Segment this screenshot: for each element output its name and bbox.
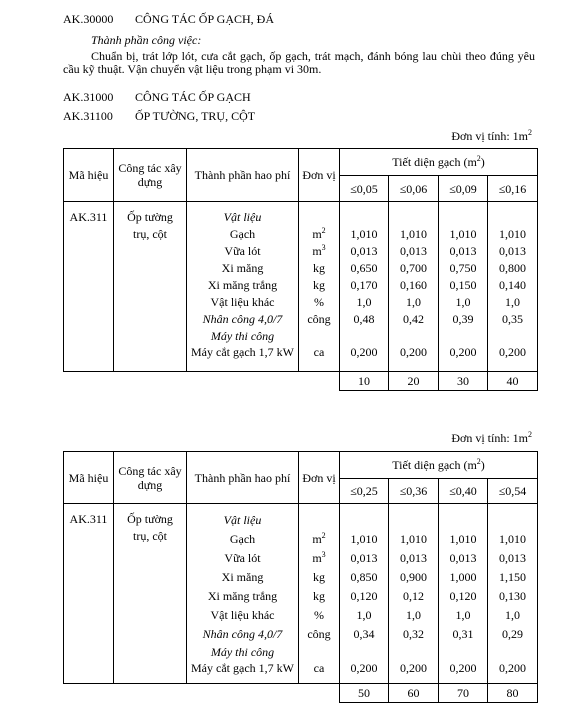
header-unit: Đơn vị (299, 149, 340, 202)
footer-code-4: 40 (488, 372, 538, 391)
row-values-col-2: 1,010 0,013 0,900 0,12 1,0 0,32 0,200 (389, 504, 439, 684)
row-values-col-3: 1,010 0,013 0,750 0,150 1,0 0,39 0,200 (439, 202, 488, 372)
header-code: Mã hiệu (64, 452, 114, 504)
footer-code-4: 80 (488, 684, 538, 703)
row-code: AK.311 (64, 504, 114, 684)
row-code: AK.311 (64, 202, 114, 372)
header-component: Thành phần hao phí (187, 149, 299, 202)
row-units: $m^2$ $m^3$ kg kg % công ca (299, 202, 340, 372)
row-values-col-4: 1,010 0,013 1,150 0,130 1,0 0,29 0,200 (488, 504, 538, 684)
section-code-ak31100: AK.31100 (63, 109, 113, 123)
norm-table-1 (63, 148, 538, 391)
work-components-heading: Thành phần công việc: (91, 33, 202, 47)
row-values-col-4: 1,010 0,013 0,800 0,140 1,0 0,35 0,200 (488, 202, 538, 372)
header-component: Thành phần hao phí (187, 452, 299, 504)
row-components: Vật liệu Gạch Vữa lót Xi măng Xi măng trắng Vật liệu khác Nhân công 4,0/7 Máy thi công Máy cắt gạch 1,7 kW (187, 504, 299, 684)
column-size-3: ≤0,40 (439, 479, 488, 504)
header-work: Công tác xây dựng (114, 149, 187, 202)
column-size-3: ≤0,09 (439, 176, 488, 202)
section-title-ak31000: CÔNG TÁC ỐP GẠCH (135, 90, 251, 104)
footer-code-1: 50 (340, 684, 389, 703)
header-section-size: Tiết diện gạch $(m^2)$ (340, 149, 538, 176)
row-work: Ốp tường trụ, cột (114, 202, 187, 372)
row-work: Ốp tường trụ, cột (114, 504, 187, 684)
unit-note-table-1: Đơn vị tính: $1m^2$ (451, 128, 532, 143)
norm-table-2 (63, 451, 538, 703)
row-units: $m^2$ $m^3$ kg kg % công ca (299, 504, 340, 684)
footer-code-2: 60 (389, 684, 439, 703)
row-values-col-2: 1,010 0,013 0,700 0,160 1,0 0,42 0,200 (389, 202, 439, 372)
column-size-1: ≤0,25 (340, 479, 389, 504)
section-title-ak30000: CÔNG TÁC ỐP GẠCH, ĐÁ (135, 12, 275, 26)
work-description: Chuẩn bị, trát lớp lót, cưa cắt gạch, ốp gạch, trát mạch, đánh bóng lau chùi theo đúng yêu cầu kỹ thuật. Vận chuyển vật liệu trong phạm vi 30m. (63, 49, 535, 76)
row-values-col-3: 1,010 0,013 1,000 0,120 1,0 0,31 0,200 (439, 504, 488, 684)
section-code-ak31000: AK.31000 (63, 90, 114, 104)
section-title-ak31100: ỐP TƯỜNG, TRỤ, CỘT (135, 109, 256, 123)
column-size-4: ≤0,16 (488, 176, 538, 202)
header-code: Mã hiệu (64, 149, 114, 202)
row-values-col-1: 1,010 0,013 0,650 0,170 1,0 0,48 0,200 (340, 202, 389, 372)
header-unit: Đơn vị (299, 452, 340, 504)
row-values-col-1: 1,010 0,013 0,850 0,120 1,0 0,34 0,200 (340, 504, 389, 684)
header-section-size: Tiết diện gạch $(m^2)$ (340, 452, 538, 479)
footer-code-2: 20 (389, 372, 439, 391)
row-components: Vật liệu Gạch Vữa lót Xi măng Xi măng trắng Vật liệu khác Nhân công 4,0/7 Máy thi công Máy cắt gạch 1,7 kW (187, 202, 299, 372)
column-size-4: ≤0,54 (488, 479, 538, 504)
footer-code-3: 30 (439, 372, 488, 391)
column-size-2: ≤0,36 (389, 479, 439, 504)
footer-code-1: 10 (340, 372, 389, 391)
header-work: Công tác xây dựng (114, 452, 187, 504)
column-size-2: ≤0,06 (389, 176, 439, 202)
section-code-ak30000: AK.30000 (63, 12, 114, 26)
footer-code-3: 70 (439, 684, 488, 703)
column-size-1: ≤0,05 (340, 176, 389, 202)
unit-note-table-2: Đơn vị tính: $1m^2$ (451, 430, 532, 445)
